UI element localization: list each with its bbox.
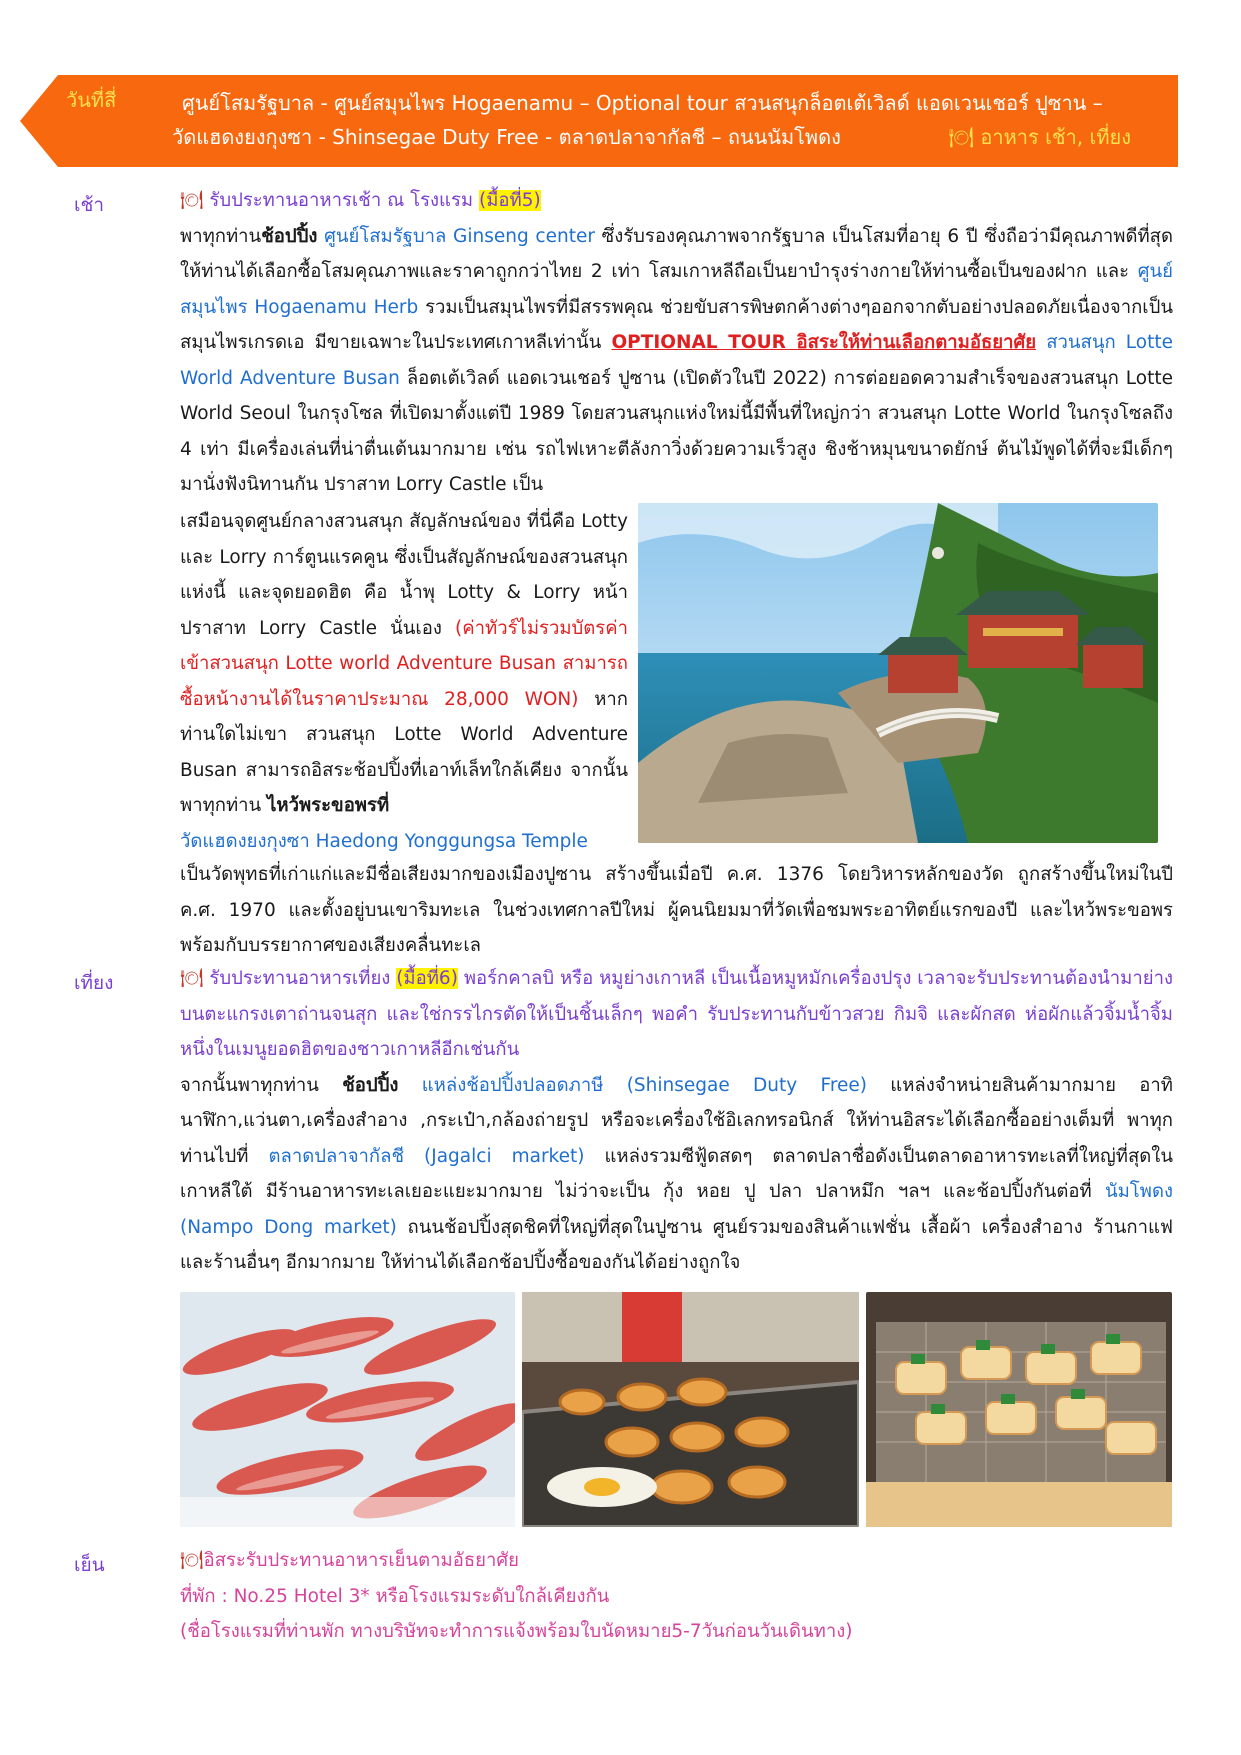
ginseng-center-link: ศูนย์โสมรัฐบาล Ginseng center bbox=[324, 225, 595, 247]
text: รวมเป็นสมุนไพรที่มีสรรพคุณ ช่วยขับสารพิษตกค้างต่างๆออกจากตับอย่างปลอดภัยเนื่องจากเป็นสมุนไพรเกรดเอ มีขายเฉพาะในประเทศเกาหลีเท่านั้น bbox=[180, 296, 1173, 353]
meal-icon: 🍽 bbox=[180, 190, 204, 211]
morning-wrap-text bbox=[180, 504, 628, 859]
street-food-hotteok-photo bbox=[522, 1292, 859, 1527]
breakfast-line bbox=[180, 183, 1173, 219]
banner-meals bbox=[949, 121, 1131, 153]
meal-icon: 🍽 bbox=[180, 1550, 204, 1571]
text: ล็อตเต้เวิลด์ แอดเวนเชอร์ ปูซาน (เปิดตัวในปี 2022) การต่อยอดความสำเร็จของสวนสนุก Lotte World Seoul ในกรุงโซล ที่เปิดมาตั้งแต่ปี 1989 โดยสวนสนุกแห่งใหม่นี้มีพื้นที่ใหญ่กว่า สวนสนุก Lotte World ในกรุงโซลถึง 4 เท่า มีเครื่องเล่นที่น่าตื่นเต้นมากมาย เช่น รถไฟเหาะตีลังกาวิ่งด้วยความเร็วสูง ชิงช้าหมุนขนาดยักษ์ ต้นไม้พูดได้ที่จะมีเด็กๆมานั่งฟังนิทานกัน ปราสาท Lorry Castle เป็น bbox=[180, 367, 1173, 495]
lotte-world-link: สวนสนุก Lotte World Adventure Busan bbox=[180, 332, 1173, 389]
banner-route-line-2: วัดแฮดงยงกุงซา - Shinsegae Duty Free - ตลาดปลาจากัลชี – ถนนนัมโพดง bbox=[172, 125, 841, 149]
meal-number-badge: (มื้อที่5) bbox=[478, 190, 541, 211]
text-bold: ไหว้พระขอพรที่ bbox=[267, 795, 390, 816]
wrap-paragraph bbox=[180, 504, 628, 859]
duty-free-link: แหล่งช้อปปิ้งปลอดภาษี (Shinsegae Duty Free) bbox=[398, 1074, 867, 1096]
evening-label: เย็น bbox=[74, 1554, 105, 1576]
ticket-price-notice: (ค่าทัวร์ไม่รวมบัตรค่าเข้าสวนสนุก Lotte world Adventure Busan สามารถซื้อหน้างานได้ในราคาประมาณ 28,000 WON) bbox=[180, 617, 628, 710]
lunch-description: พอร์กคาลบิ หรือ หมูย่างเกาหลี เป็นเนื้อหมูหมักเครื่องปรุง เวลาจะรับประทานต้องนำมาย่างบนตะแกรงเตาถ่านจนสุก และใช่กรรไกรตัดให้เป็นชิ้นเล็กๆ พอคำ รับประทานกับข้าวสวย กิมจิ และผักสด ห่อผักแล้วจิ้มน้ำจิ้ม หนึ่งในเมนูยอดฮิตของชาวเกาหลีอีกเช่นกัน bbox=[180, 968, 1174, 1060]
fishcake-illustration bbox=[866, 1292, 1172, 1527]
lunch-text: รับประทานอาหารเที่ยง bbox=[209, 968, 397, 989]
text-bold: ช้อปปิ้ง bbox=[342, 1074, 399, 1096]
banner-meal-text: อาหาร เช้า, เที่ยง bbox=[980, 125, 1131, 149]
text: ซึ่งรับรองคุณภาพจากรัฐบาล เป็นโสมที่อายุ 6 ปี ซึ่งถือว่ามีคุณภาพดีที่สุด ให้ท่านได้เลือกซื้อโสมคุณภาพและราคาถูกกว่าไทย 2 เท่า โสมเกาหลีถือเป็นยาบำรุงร่างกายให้ท่านซื้อเป็นของฝาก และ bbox=[180, 225, 1173, 282]
morning-section bbox=[180, 183, 1173, 503]
morning-section-continued bbox=[180, 857, 1173, 964]
temple-illustration bbox=[638, 503, 1158, 843]
lunch-line bbox=[180, 961, 1173, 1068]
meal-icon: 🍽 bbox=[180, 968, 204, 989]
temple-description: เป็นวัดพุทธที่เก่าแก่และมีชื่อเสียงมากของเมืองปูซาน สร้างขึ้นเมื่อปี ค.ศ. 1376 โดยวิหารหลักของวัด ถูกสร้างขึ้นใหม่ในปี ค.ศ. 1970 และตั้งอยู่บนเขาริมทะเล ในช่วงเทศกาลปีใหม่ ผู้คนนิยมมาที่วัดเพื่อชมพระอาทิตย์แรกของปี และไหว้พระขอพรพร้อมกับบรรยากาศของเสียงคลื่นทะเล bbox=[180, 864, 1173, 956]
optional-tour-notice: OPTIONAL TOUR อิสระให้ท่านเลือกตามอัธยาศัย bbox=[611, 332, 1037, 353]
street-food-fishcake-photo bbox=[866, 1292, 1172, 1527]
text-bold: ช้อปปิ้ง bbox=[261, 225, 318, 247]
meal-number-badge: (มื้อที่6) bbox=[396, 968, 458, 989]
herb-center-link: ศูนย์สมุนไพร Hogaenamu Herb bbox=[180, 261, 1173, 318]
nampo-dong-link: นัมโพดง (Nampo Dong market) bbox=[180, 1181, 1173, 1238]
fish-illustration bbox=[180, 1292, 515, 1527]
morning-paragraph-1 bbox=[180, 219, 1173, 503]
noon-paragraph bbox=[180, 1068, 1173, 1281]
breakfast-text: รับประทานอาหารเช้า ณ โรงแรม bbox=[209, 190, 474, 211]
meal-icon: 🍽 bbox=[948, 125, 975, 149]
text: แหล่งรวมซีฟู้ดสดๆ ตลาดปลาชื่อดังเป็นตลาดอาหารทะเลที่ใหญ่ที่สุดในเกาหลีใต้ มีร้านอาหารทะเลเยอะแยะมากมาย ไม่ว่าจะเป็น กุ้ง หอย ปู ปลา ปลาหมึก ฯลฯ และช้อปปิ้งกันต่อที่ bbox=[180, 1145, 1173, 1202]
haedong-temple-photo bbox=[638, 503, 1158, 843]
text: แหล่งจำหน่ายสินค้ามากมาย อาทินาฬิกา,แว่นตา,เครื่องสำอาง ,กระเป๋า,กล้องถ่ายรูป หรือจะเครื่องใช้อิเลกทรอนิกส์ ให้ท่านอิสระได้เลือกซื้ออย่างเต็มที่ พาทุกท่านไปที่ bbox=[180, 1074, 1173, 1167]
hotteok-illustration bbox=[522, 1292, 859, 1527]
evening-section bbox=[180, 1543, 1173, 1650]
noon-section bbox=[180, 961, 1173, 1281]
text: หากท่านใดไม่เขา สวนสนุก Lotte World Adventure Busan สามารถอิสระช้อปปิ้งที่เอาท์เล็ทใกล้เคียง จากนั้นพาทุกท่าน bbox=[180, 688, 628, 816]
text: จากนั้นพาทุกท่าน bbox=[180, 1074, 343, 1096]
text: พาทุกท่าน bbox=[180, 225, 262, 247]
hotel-note: (ชื่อโรงแรมที่ท่านพัก ทางบริษัทจะทำการแจ้งพร้อมใบนัดหมาย5-7วันก่อนวันเดินทาง) bbox=[180, 1621, 853, 1642]
hotel-line: ที่พัก : No.25 Hotel 3* หรือโรงแรมระดับใกล้เคียงกัน bbox=[180, 1585, 610, 1607]
temple-link: วัดแฮดงยงกุงซา Haedong Yonggungsa Temple bbox=[180, 830, 588, 852]
dinner-line bbox=[180, 1543, 1173, 1579]
fish-market-photo bbox=[180, 1292, 515, 1527]
fish-market-link: ตลาดปลาจากัลชี (Jagalci market) bbox=[268, 1145, 585, 1167]
noon-label: เที่ยง bbox=[74, 972, 114, 994]
banner-day-label: วันที่สี่ bbox=[66, 88, 117, 112]
text: เสมือนจุดศูนย์กลางสวนสนุก สัญลักษณ์ของ ที่นี่คือ Lotty และ Lorry การ์ตูนแรคคูน ซึ่งเป็นสัญลักษณ์ของสวนสนุกแห่งนี้ และจุดยอดฮิต คือ น้ำพุ Lotty & Lorry หน้าปราสาท Lorry Castle นั่นเอง bbox=[180, 511, 628, 639]
morning-label: เช้า bbox=[74, 194, 105, 216]
dinner-text: อิสระรับประทานอาหารเย็นตามอัธยาศัย bbox=[203, 1550, 519, 1571]
text: ถนนช้อปปิ้งสุดชิคที่ใหญ่ที่สุดในปูซาน ศูนย์รวมของสินค้าแฟชั่น เสื้อผ้า เครื่องสำอาง ร้านกาแฟ และร้านอื่นๆ อีกมากมาย ให้ท่านได้เลือกช้อปปิ้งซื้อของกันได้อย่างถูกใจ bbox=[180, 1216, 1174, 1273]
banner-route-line-1: ศูนย์โสมรัฐบาล - ศูนย์สมุนไพร Hogaenamu – Optional tour สวนสนุกล็อตเต้เวิลด์ แอดเวนเชอร์ ปูซาน – bbox=[182, 91, 1103, 115]
